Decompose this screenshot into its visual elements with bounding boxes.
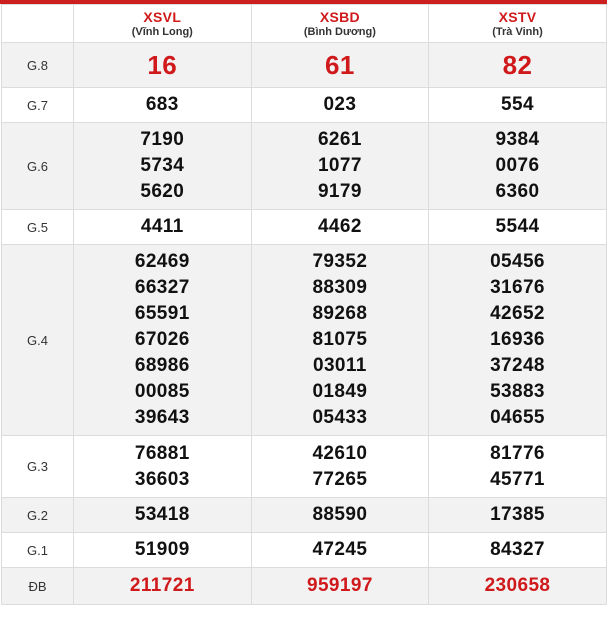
result-number: 16936	[490, 329, 545, 350]
result-number: 05456	[490, 251, 545, 272]
result-number: 05433	[312, 407, 368, 428]
result-cell	[251, 568, 429, 605]
province-code[interactable]: XSBD	[319, 8, 360, 25]
result-cell	[251, 43, 429, 88]
result-number: 53418	[134, 504, 190, 525]
prize-row-g3	[2, 436, 607, 498]
prize-row-g8	[2, 43, 607, 88]
result-number: 9179	[317, 181, 362, 202]
result-number: 5620	[140, 181, 185, 202]
lottery-results-table	[1, 4, 607, 605]
result-number: 04655	[490, 407, 545, 428]
result-number: 79352	[312, 251, 368, 272]
prize-label: ĐB	[2, 568, 74, 605]
result-number: 6261	[317, 129, 362, 150]
result-cell	[74, 123, 252, 210]
result-number: 88590	[312, 504, 368, 525]
result-cell	[251, 436, 429, 498]
province-name: (Vĩnh Long)	[131, 25, 193, 38]
result-number: 61	[325, 50, 355, 80]
result-cell	[251, 245, 429, 436]
result-cell	[429, 88, 607, 123]
result-number: 82	[502, 50, 533, 80]
province-header-vinh-long	[74, 5, 252, 43]
result-cell	[251, 533, 429, 568]
prize-label: G.5	[2, 210, 74, 245]
result-cell	[251, 498, 429, 533]
result-cell	[74, 568, 252, 605]
result-cell	[429, 43, 607, 88]
prize-row-g1	[2, 533, 607, 568]
result-number: 67026	[134, 329, 190, 350]
prize-row-g2	[2, 498, 607, 533]
result-cell	[74, 245, 252, 436]
result-number: 4411	[140, 216, 184, 237]
result-cell	[251, 88, 429, 123]
result-number: 76881	[134, 442, 190, 464]
result-number: 81075	[312, 329, 368, 350]
result-number: 47245	[312, 539, 368, 560]
result-cell	[429, 498, 607, 533]
corner-cell	[2, 5, 74, 43]
result-number: 17385	[490, 504, 545, 525]
result-number: 1077	[317, 155, 362, 176]
result-cell	[429, 533, 607, 568]
result-cell	[251, 123, 429, 210]
result-number: 45771	[490, 468, 545, 490]
prize-label: G.1	[2, 533, 74, 568]
result-number: 6360	[495, 181, 540, 202]
result-number: 37248	[490, 355, 545, 376]
special-prize-number: 211721	[129, 575, 195, 596]
province-code[interactable]: XSVL	[143, 8, 182, 25]
province-header-tra-vinh	[429, 5, 607, 43]
province-header-binh-duong	[251, 5, 429, 43]
result-cell	[74, 43, 252, 88]
result-cell	[429, 568, 607, 605]
prize-label: G.2	[2, 498, 74, 533]
province-name: (Bình Dương)	[303, 25, 376, 38]
result-number: 66327	[134, 277, 190, 298]
result-number: 51909	[134, 539, 190, 560]
prize-label: G.6	[2, 123, 74, 210]
result-number: 01849	[312, 381, 368, 402]
result-number: 16	[147, 50, 178, 80]
result-cell	[74, 436, 252, 498]
prize-row-g4	[2, 245, 607, 436]
result-number: 00085	[134, 381, 190, 402]
special-prize-number: 959197	[306, 575, 373, 596]
result-number: 31676	[490, 277, 545, 298]
result-number: 68986	[134, 355, 190, 376]
result-number: 5734	[140, 155, 185, 176]
prize-row-g7	[2, 88, 607, 123]
result-number: 53883	[490, 381, 545, 402]
result-cell	[74, 88, 252, 123]
result-number: 554	[501, 94, 534, 115]
province-header-row	[2, 5, 607, 43]
result-number: 81776	[490, 442, 545, 464]
result-number: 0076	[495, 155, 540, 176]
result-number: 84327	[490, 539, 545, 560]
result-number: 77265	[312, 468, 368, 490]
prize-label: G.7	[2, 88, 74, 123]
special-prize-number: 230658	[484, 575, 551, 596]
result-number: 4462	[317, 216, 362, 237]
result-number: 683	[145, 94, 179, 115]
result-cell	[251, 210, 429, 245]
province-name: (Trà Vinh)	[492, 25, 543, 38]
result-number: 39643	[134, 407, 190, 428]
result-cell	[429, 245, 607, 436]
result-number: 62469	[134, 251, 190, 272]
result-number: 42610	[312, 442, 368, 464]
result-number: 5544	[495, 216, 540, 237]
result-cell	[74, 498, 252, 533]
prize-row-g5	[2, 210, 607, 245]
prize-label: G.4	[2, 245, 74, 436]
result-number: 88309	[312, 277, 368, 298]
prize-label: G.8	[2, 43, 74, 88]
result-cell	[74, 533, 252, 568]
result-number: 9384	[495, 129, 540, 150]
prize-label: G.3	[2, 436, 74, 498]
result-number: 36603	[134, 468, 190, 490]
result-number: 7190	[140, 129, 185, 150]
result-cell	[429, 436, 607, 498]
result-cell	[429, 123, 607, 210]
result-number: 42652	[490, 303, 545, 324]
result-number: 023	[323, 94, 357, 115]
prize-row-g6	[2, 123, 607, 210]
result-cell	[74, 210, 252, 245]
result-number: 65591	[134, 303, 190, 324]
prize-row-special	[2, 568, 607, 605]
result-cell	[429, 210, 607, 245]
result-number: 89268	[312, 303, 368, 324]
result-number: 03011	[312, 355, 367, 376]
province-code[interactable]: XSTV	[498, 8, 537, 25]
